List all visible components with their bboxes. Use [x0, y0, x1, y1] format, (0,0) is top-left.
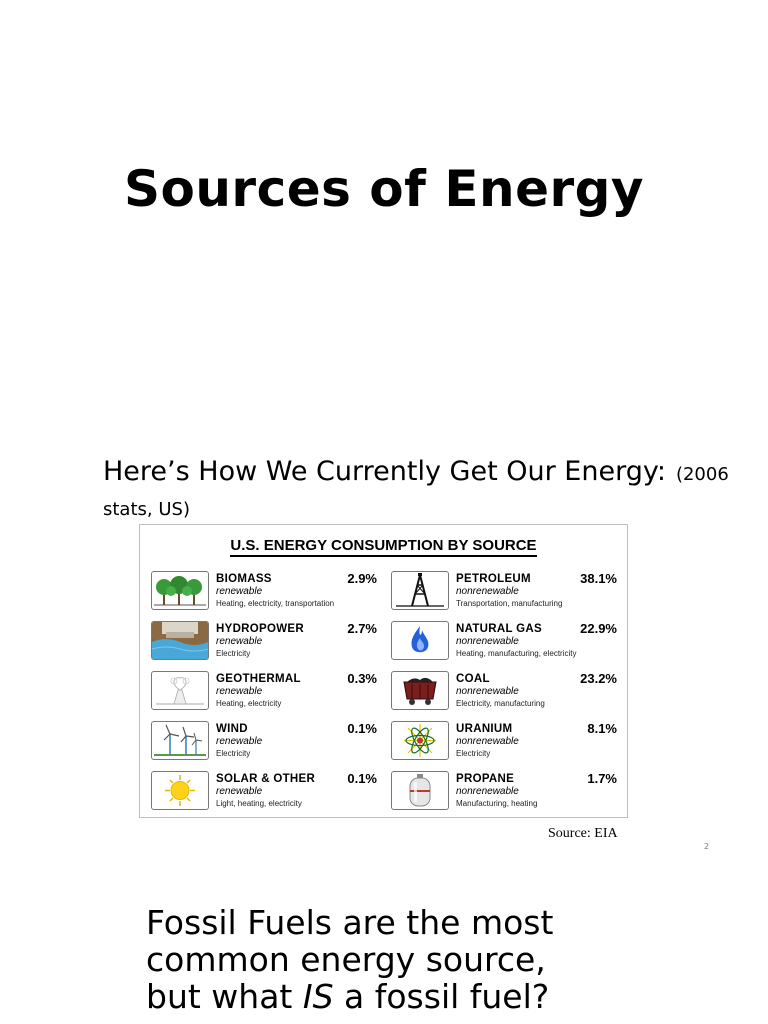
source-citation: Source: EIA	[548, 826, 618, 841]
sun-icon	[151, 771, 209, 810]
propane-tank-icon	[391, 771, 449, 810]
heading-note: (2006 stats, US)	[103, 464, 729, 520]
wind-turbine-icon	[151, 721, 209, 760]
gas-flame-icon	[391, 621, 449, 660]
page-number: 2	[704, 842, 710, 851]
list-item: WIND 0.1% renewable Electricity	[151, 719, 381, 769]
heading-text: Here’s How We Currently Get Our Energy:	[103, 456, 666, 487]
list-item: BIOMASS 2.9% renewable Heating, electricity, transportation	[151, 569, 381, 619]
trees-icon	[151, 571, 209, 610]
geyser-icon	[151, 671, 209, 710]
coal-cart-icon	[391, 671, 449, 710]
list-item: COAL 23.2% nonrenewable Electricity, manufacturing	[391, 669, 621, 719]
slide-title: Sources of Energy	[123, 160, 645, 218]
table-title: U.S. ENERGY CONSUMPTION BY SOURCE	[140, 537, 627, 554]
list-item: PROPANE 1.7% nonrenewable Manufacturing, heating	[391, 769, 621, 819]
question-line-3: but what IS a fossil fuel?	[146, 977, 550, 1016]
fossil-fuel-question	[146, 904, 553, 1015]
list-item: URANIUM 8.1% nonrenewable Electricity	[391, 719, 621, 769]
list-item: HYDROPOWER 2.7% renewable Electricity	[151, 619, 381, 669]
list-item: PETROLEUM 38.1% nonrenewable Transportation, manufacturing	[391, 569, 621, 619]
nonrenewable-column	[391, 569, 621, 819]
atom-icon	[391, 721, 449, 760]
list-item: NATURAL GAS 22.9% nonrenewable Heating, manufacturing, electricity	[391, 619, 621, 669]
question-line-1: Fossil Fuels are the most	[146, 903, 554, 942]
energy-consumption-table	[139, 524, 628, 818]
renewable-column	[151, 569, 381, 819]
list-item: SOLAR & OTHER 0.1% renewable Light, heating, electricity	[151, 769, 381, 819]
question-line-2: common energy source,	[146, 940, 546, 979]
section-heading	[103, 456, 768, 526]
oil-derrick-icon	[391, 571, 449, 610]
list-item: GEOTHERMAL 0.3% renewable Heating, electricity	[151, 669, 381, 719]
dam-icon	[151, 621, 209, 660]
